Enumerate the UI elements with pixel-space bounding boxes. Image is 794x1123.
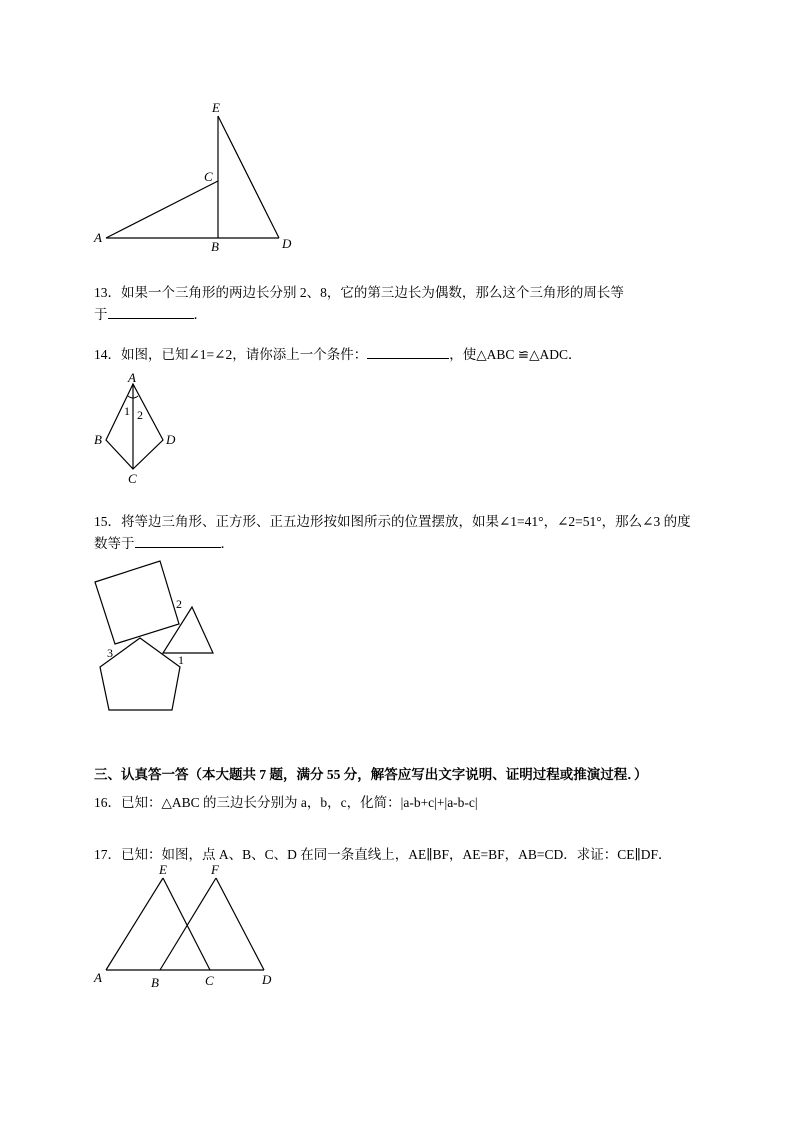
label-e: E — [159, 862, 167, 877]
label-a: A — [94, 230, 102, 245]
label-e: E — [212, 100, 220, 115]
segment-ae — [106, 878, 163, 970]
question-13-prefix: 于 — [94, 307, 108, 322]
question-14-suffix: ，使△ABC ≌△ADC． — [449, 347, 582, 362]
label-a: A — [128, 370, 136, 385]
question-15-suffix: ． — [220, 536, 234, 551]
label-b: B — [151, 975, 159, 990]
label-a: A — [94, 970, 102, 985]
label-c: C — [204, 169, 213, 184]
label-b: B — [94, 432, 102, 447]
angle-label-2: 2 — [137, 408, 143, 422]
angle-label-2: 2 — [176, 597, 182, 611]
question-17: 17．已知：如图，点 A、B、C、D 在同一条直线上，AE∥BF，AE=BF，AB=CD．求证：CE∥DF． — [94, 847, 672, 862]
question-15-line-1: 15．将等边三角形、正方形、正五边形按如图所示的位置摆放，如果∠1=41°，∠2=51°，那么∠3 的度 — [94, 514, 691, 529]
segment-fd — [216, 878, 264, 970]
question-16: 16．已知：△ABC 的三边长分别为 a，b，c，化简：|a-b+c|+|a-b-c| — [94, 795, 478, 810]
angle-label-1: 1 — [124, 404, 130, 418]
section-3-heading: 三、认真答一答（本大题共 7 题，满分 55 分，解答应写出文字说明、证明过程或推演过程．） — [94, 767, 648, 782]
question-13-suffix: ． — [193, 307, 207, 322]
segment-ec — [163, 878, 210, 970]
label-c: C — [128, 471, 137, 486]
question-15-prefix: 数等于 — [94, 536, 135, 551]
question-14-prefix: 14．如图，已知∠1=∠2，请你添上一个条件： — [94, 347, 368, 362]
label-d: D — [282, 236, 292, 251]
label-d: D — [166, 432, 176, 447]
label-f: F — [211, 862, 219, 877]
angle-label-3: 3 — [107, 646, 113, 660]
label-c: C — [205, 973, 214, 988]
angle-label-1: 1 — [178, 653, 184, 667]
label-d: D — [262, 972, 272, 987]
label-b: B — [211, 239, 219, 254]
question-13-line-1: 13．如果一个三角形的两边长分别 2、8，它的第三边长为偶数，那么这个三角形的周长等 — [94, 285, 624, 300]
segment-bf — [160, 878, 216, 970]
